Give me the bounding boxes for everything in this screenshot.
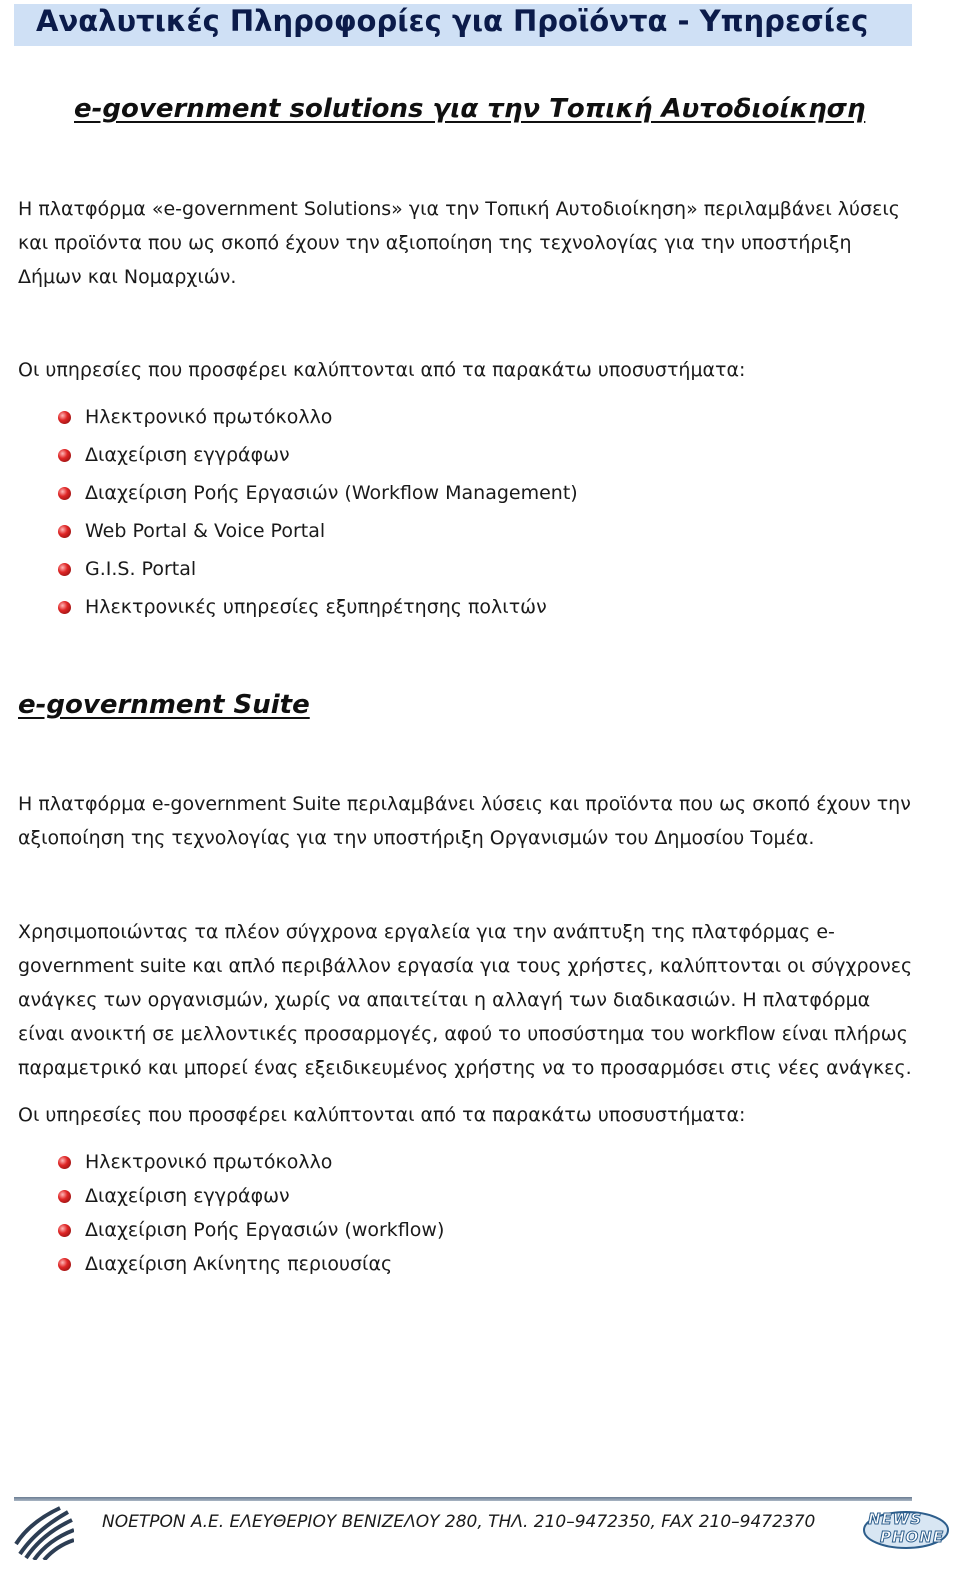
list-item: Διαχείριση εγγράφων bbox=[58, 436, 578, 474]
list-item: Διαχείριση Ακίνητης περιουσίας bbox=[58, 1247, 444, 1281]
section1-services-intro: Οι υπηρεσίες που προσφέρει καλύπτονται από τα παρακάτω υποσυστήματα: bbox=[18, 359, 746, 381]
list-item: Web Portal & Voice Portal bbox=[58, 512, 578, 550]
section2-services-intro: Οι υπηρεσίες που προσφέρει καλύπτονται από τα παρακάτω υποσυστήματα: bbox=[18, 1104, 746, 1126]
list-item: Ηλεκτρονικό πρωτόκολλο bbox=[58, 398, 578, 436]
page-header bbox=[14, 4, 912, 46]
section1-intro: Η πλατφόρμα «e-government Solutions» για την Τοπική Αυτοδιοίκηση» περιλαμβάνει λύσεις και προϊόντα που ως σκοπό έχουν την αξιοποίηση της τεχνολογίας για την υποστήριξη Δήμων και Νομαρχιών. bbox=[18, 198, 900, 288]
list-item: Διαχείριση Ροής Εργασιών (Workflow Management) bbox=[58, 474, 578, 512]
company-logo-icon bbox=[14, 1504, 74, 1560]
bullet-icon bbox=[58, 1224, 71, 1237]
bullet-icon bbox=[58, 563, 71, 576]
bullet-icon bbox=[58, 1258, 71, 1271]
section-title-suite: e-government Suite bbox=[18, 690, 310, 720]
list-item: Διαχείριση Ροής Εργασιών (workflow) bbox=[58, 1213, 444, 1247]
footer-divider bbox=[14, 1497, 912, 1501]
footer-contact: ΝΟΕΤΡΟΝ Α.Ε. ΕΛΕΥΘΕΡΙΟΥ ΒΕΝΙΖΕΛΟΥ 280, ΤΗΛ. 210–9472350, FAX 210–9472370 bbox=[102, 1512, 816, 1532]
page-title: Αναλυτικές Πληροφορίες για Προϊόντα - Υπηρεσίες bbox=[36, 4, 869, 38]
section2-body: Χρησιμοποιώντας τα πλέον σύγχρονα εργαλεία για την ανάπτυξη της πλατφόρμας e-government suite και απλό περιβάλλον εργασία για τους χρήστες, καλύπτονται οι σύγχρονες ανάγκες των οργανισμών, χωρίς να απαιτείται η αλλαγή των διαδικασιών. Η πλατφόρμα είναι ανοικτή σε μελλοντικές προσαρμογές, αφού το υποσύστημα του workflow είναι πλήρως παραμετρικό και μπορεί ένας εξειδικευμένος χρήστης να το προσαρμόσει στις νέες ανάγκες. bbox=[18, 921, 913, 1079]
bullet-icon bbox=[58, 411, 71, 424]
bullet-icon bbox=[58, 1156, 71, 1169]
bullet-icon bbox=[58, 601, 71, 614]
bullet-icon bbox=[58, 1190, 71, 1203]
newsphone-logo-icon: NEWS PHONE bbox=[862, 1508, 950, 1552]
list-item: Διαχείριση εγγράφων bbox=[58, 1179, 444, 1213]
list-item: G.I.S. Portal bbox=[58, 550, 578, 588]
section2-intro: Η πλατφόρμα e-government Suite περιλαμβάνει λύσεις και προϊόντα που ως σκοπό έχουν την αξιοποίηση της τεχνολογίας για την υποστήριξη Οργανισμών του Δημοσίου Τομέα. bbox=[18, 793, 911, 849]
bullet-icon bbox=[58, 487, 71, 500]
section-title-local-government: e-government solutions για την Τοπική Αυτοδιοίκηση bbox=[74, 94, 866, 124]
list-item: Ηλεκτρονικές υπηρεσίες εξυπηρέτησης πολιτών bbox=[58, 588, 578, 626]
bullet-icon bbox=[58, 449, 71, 462]
list-item: Ηλεκτρονικό πρωτόκολλο bbox=[58, 1145, 444, 1179]
bullet-icon bbox=[58, 525, 71, 538]
section1-subsystem-list bbox=[58, 398, 578, 626]
section2-subsystem-list bbox=[58, 1145, 444, 1281]
